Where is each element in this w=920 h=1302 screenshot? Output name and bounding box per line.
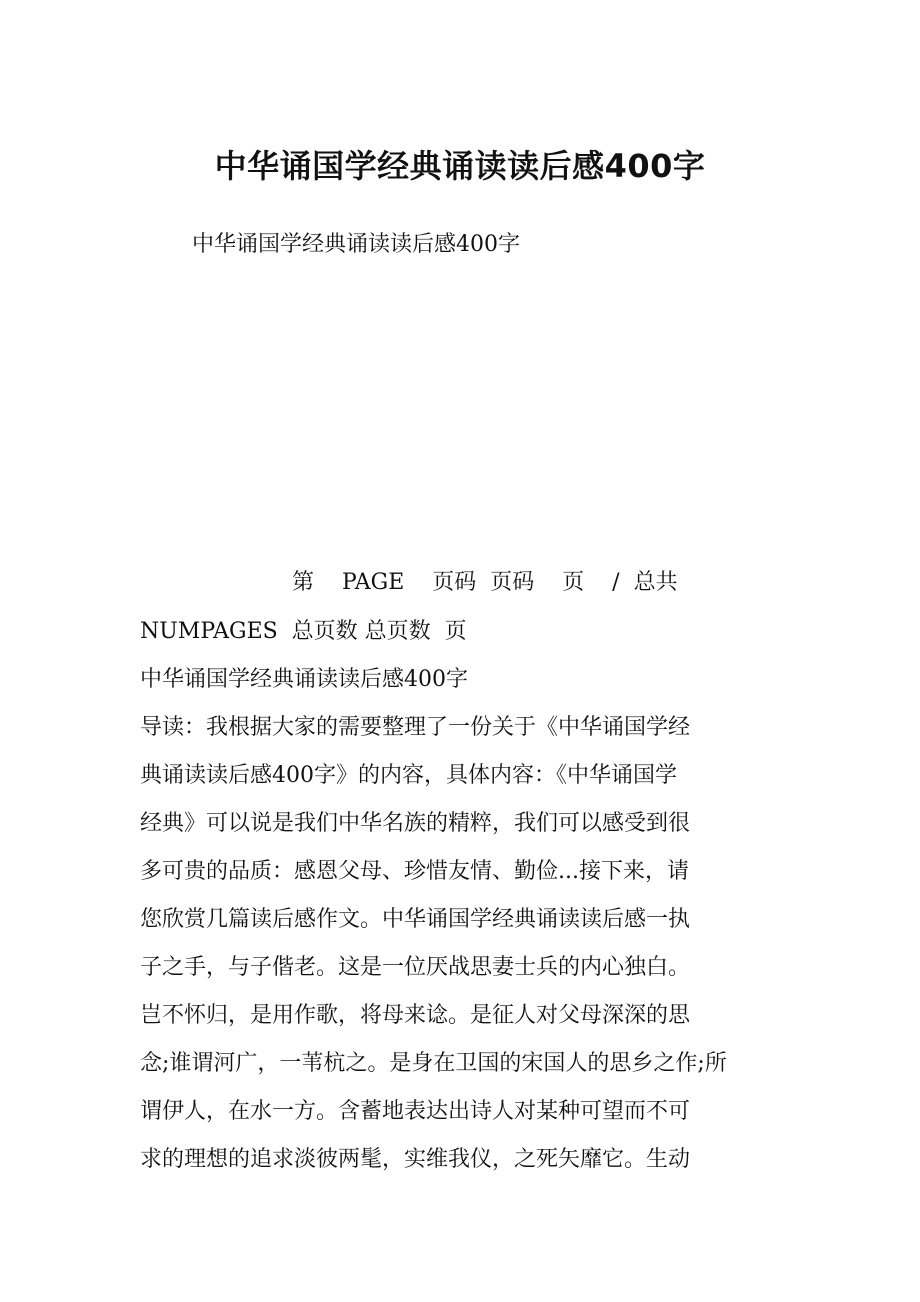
body-text-line: 经典》可以说是我们中华名族的精粹，我们可以感受到很 [140,811,691,836]
body-text-line: 典诵读读后感400字》的内容，具体内容：《中华诵国学 [140,763,677,788]
document-title: 中华诵国学经典诵读读后感400字 [214,147,706,185]
body-text-line: 念;谁谓河广，一苇杭之。是身在卫国的宋国人的思乡之作;所 [140,1051,727,1076]
body-text-line: 您欣赏几篇读后感作文。中华诵国学经典诵读读后感一执 [140,907,691,932]
body-text-line: 多可贵的品质：感恩父母、珍惜友情、勤俭...接下来，请 [140,859,689,884]
body-text-line: 求的理想的追求淡彼两髦，实维我仪，之死矢靡它。生动 [140,1147,691,1172]
body-text-line: 岂不怀归，是用作歌，将母来谂。是征人对父母深深的思 [140,1003,691,1028]
page-number-field-line2: NUMPAGES 总页数 总页数 页 [140,619,467,644]
body-heading: 中华诵国学经典诵读读后感400字 [140,667,468,692]
body-text-line: 子之手，与子偕老。这是一位厌战思妻士兵的内心独白。 [140,955,691,980]
body-text-line: 导读：我根据大家的需要整理了一份关于《中华诵国学经 [140,715,691,740]
page-number-field-line1: 第 PAGE 页码 页码 页 / 总共 [292,570,678,595]
document-subtitle: 中华诵国学经典诵读读后感400字 [192,232,520,257]
body-text-line: 谓伊人，在水一方。含蓄地表达出诗人对某种可望而不可 [140,1099,691,1124]
